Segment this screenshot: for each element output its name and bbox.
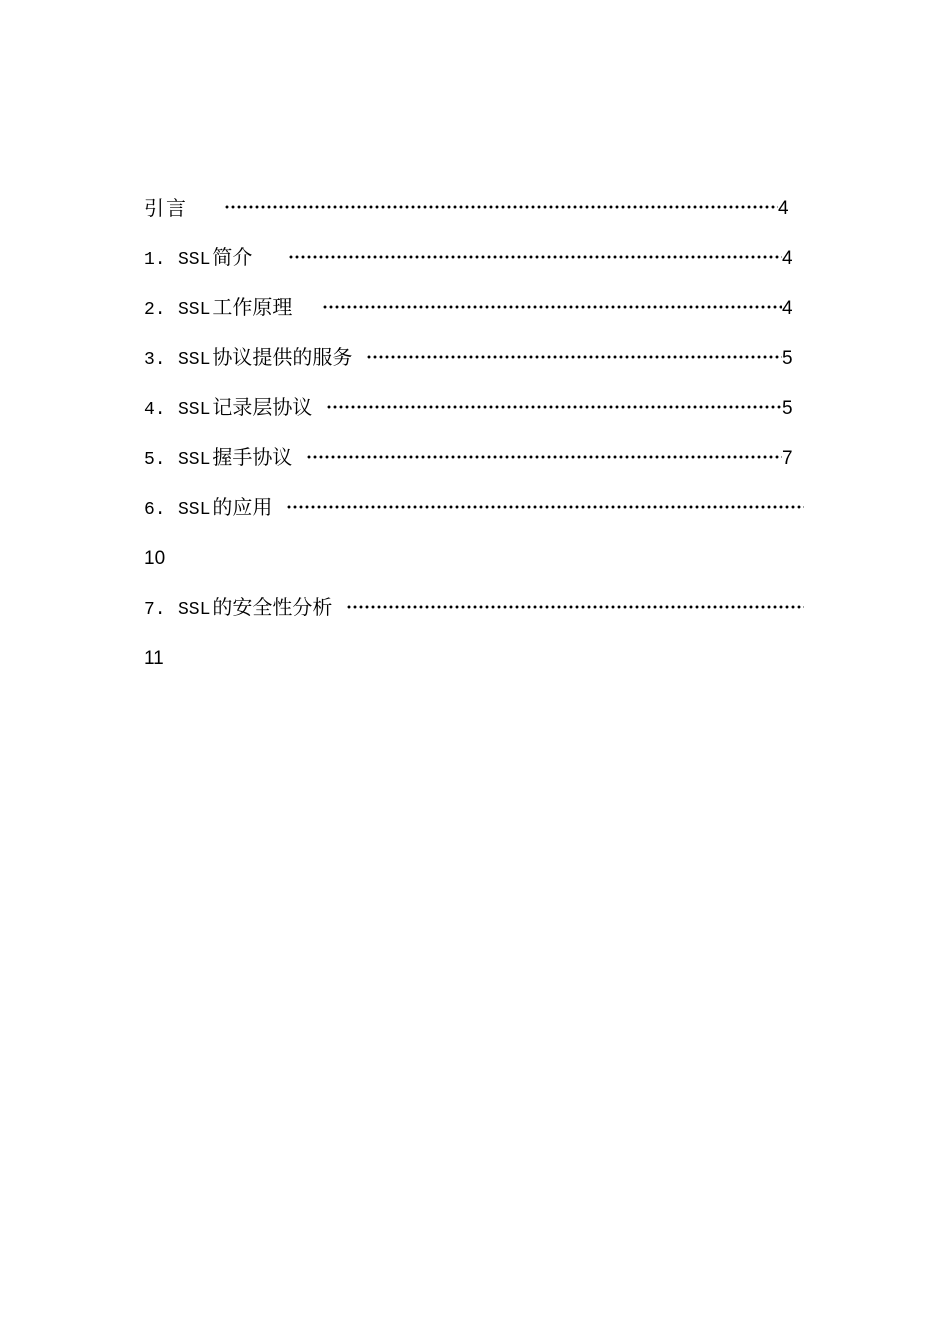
toc-page-number: 10 (144, 547, 166, 569)
toc-entry-5[interactable] (144, 433, 824, 483)
toc-entry-intro[interactable] (144, 183, 824, 233)
dot-leader (306, 455, 782, 459)
toc-entry-label (144, 247, 252, 269)
toc-entry-title: 的安全性分析 (212, 595, 333, 619)
toc-entry-title: 协议提供的服务 (212, 345, 353, 369)
toc-entry-label (144, 597, 332, 619)
toc-entry-number: 3. (144, 350, 166, 370)
toc-entry-title: 的应用 (212, 495, 273, 519)
dot-leader (224, 205, 778, 209)
dot-leader (366, 355, 782, 359)
toc-page-number: 4 (782, 247, 793, 269)
toc-entry-6-page-line[interactable] (144, 533, 824, 583)
toc-entry-title: 简介 (212, 245, 253, 269)
toc-page-number: 7 (782, 447, 793, 469)
toc-entry-number: 2. (144, 300, 166, 320)
toc-entry-title: 记录层协议 (212, 395, 313, 419)
toc-entry-number: 7. (144, 600, 166, 620)
toc-entry-7[interactable] (144, 583, 824, 633)
toc-entry-label (144, 397, 312, 419)
toc-entry-label (144, 297, 292, 319)
toc-entry-1[interactable] (144, 233, 824, 283)
toc-entry-3[interactable] (144, 333, 824, 383)
toc-entry-2[interactable] (144, 283, 824, 333)
toc-page-number: 11 (144, 647, 164, 669)
toc-entry-6[interactable] (144, 483, 824, 533)
toc-entry-prefix: SSL (178, 450, 211, 470)
toc-page-number: 4 (778, 197, 789, 219)
toc-entry-prefix: SSL (178, 600, 211, 620)
toc-entry-number: 6. (144, 500, 166, 520)
toc-entry-number: 4. (144, 400, 166, 420)
toc-entry-label (144, 347, 352, 369)
toc-entry-label (144, 497, 272, 519)
toc-entry-number: 5. (144, 450, 166, 470)
toc-entry-7-page-line[interactable] (144, 633, 824, 683)
toc-entry-prefix: SSL (178, 400, 211, 420)
toc-entry-title: 握手协议 (212, 445, 293, 469)
table-of-contents (144, 183, 824, 683)
dot-leader (322, 305, 782, 309)
dot-leader (326, 405, 782, 409)
toc-page-number: 5 (782, 397, 793, 419)
toc-entry-label (144, 447, 292, 469)
toc-entry-prefix: SSL (178, 250, 211, 270)
toc-entry-4[interactable] (144, 383, 824, 433)
toc-page-number: 5 (782, 347, 793, 369)
toc-page-number: 4 (782, 297, 793, 319)
dot-leader (288, 255, 782, 259)
toc-entry-number: 1. (144, 250, 166, 270)
toc-entry-prefix: SSL (178, 500, 211, 520)
dot-leader (286, 505, 804, 509)
toc-entry-title: 工作原理 (212, 295, 293, 319)
toc-entry-prefix: SSL (178, 350, 211, 370)
dot-leader (346, 605, 804, 609)
toc-entry-prefix: SSL (178, 300, 211, 320)
toc-entry-title: 引言 (144, 196, 188, 220)
